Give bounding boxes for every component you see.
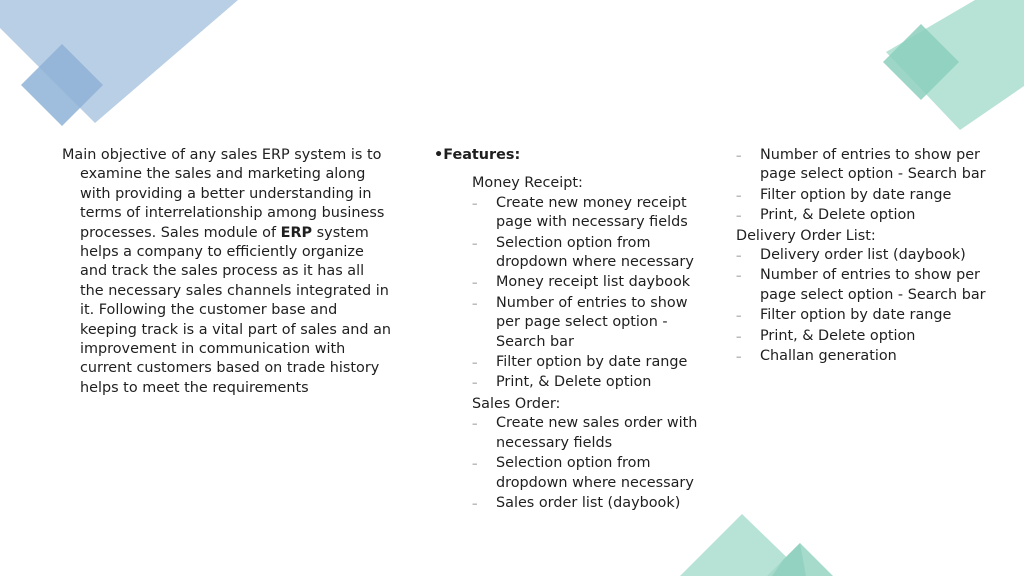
dash-bullet: –: [472, 376, 478, 390]
list-item: – Filter option by date range: [760, 306, 1006, 325]
dash-bullet: –: [736, 249, 742, 263]
features-continued-column: [736, 146, 1006, 367]
list-item: – Challan generation: [760, 347, 1006, 366]
money-receipt-title: Money Receipt:: [472, 175, 583, 192]
dash-bullet: –: [736, 309, 742, 323]
features-heading: •Features:: [434, 147, 521, 163]
list-item: – Number of entries to show per page select option - Search bar: [736, 267, 986, 303]
sales-order-list: [434, 414, 704, 513]
sales-order-title: Sales Order:: [472, 395, 561, 412]
dash-bullet: –: [736, 188, 742, 202]
dash-bullet: –: [472, 276, 478, 290]
objective-bold-erp: ERP: [280, 224, 313, 241]
list-item: – Money receipt list daybook: [496, 273, 704, 292]
list-item: – Sales order list (daybook): [496, 494, 704, 513]
list-item: – Delivery order list (daybook): [760, 246, 1006, 265]
objective-column: [62, 146, 392, 398]
objective-text-start: Main objective of any sales ERP system is to examine the sales and marketing along with providing a better understanding in terms of interrelationship among business processes. Sales module of: [62, 147, 385, 241]
dash-bullet: –: [736, 149, 742, 162]
dash-bullet: –: [736, 269, 742, 283]
sales-order-continued-list: [736, 146, 1006, 226]
dash-bullet: –: [472, 417, 478, 431]
dash-bullet: –: [736, 350, 742, 364]
dash-bullet: –: [472, 356, 478, 370]
list-item: – Create new sales order with necessary fields: [472, 415, 698, 451]
objective-paragraph: [62, 146, 392, 398]
dash-bullet: –: [472, 196, 478, 210]
delivery-order-list: [736, 246, 1006, 366]
list-item: – Selection option from dropdown where necessary: [472, 455, 694, 491]
list-item: – Selection option from dropdown where necessary: [472, 234, 694, 271]
dash-bullet: –: [472, 457, 478, 471]
features-column: [434, 146, 704, 514]
list-item: – Print, & Delete option: [496, 373, 704, 392]
objective-text-end: system helps a company to efficiently organize and track the sales process as it has all the necessary sales channels integrated in it. Following the customer base and keeping track is a vital part of sales and an improvement in communication with current customers based on trade history helps to meet the requirements: [80, 224, 392, 396]
delivery-order-title: Delivery Order List:: [736, 227, 876, 244]
dash-bullet: –: [472, 296, 478, 310]
list-item: – Print, & Delete option: [760, 327, 1006, 346]
dash-bullet: –: [472, 236, 478, 250]
list-item: – Filter option by date range: [760, 186, 1006, 205]
dash-bullet: –: [736, 329, 742, 343]
list-item: – Print, & Delete option: [760, 206, 1006, 225]
list-item: – Create new money receipt page with necessary fields: [472, 194, 688, 231]
list-item: – Number of entries to show per page select option - Search bar: [472, 294, 688, 350]
dash-bullet: –: [472, 496, 478, 510]
list-item: – Number of entries to show per page select option - Search bar: [736, 147, 986, 183]
dash-bullet: –: [736, 209, 742, 223]
money-receipt-list: [434, 194, 704, 393]
list-item: – Filter option by date range: [496, 353, 704, 372]
top-left-large-triangle: [0, 0, 238, 123]
